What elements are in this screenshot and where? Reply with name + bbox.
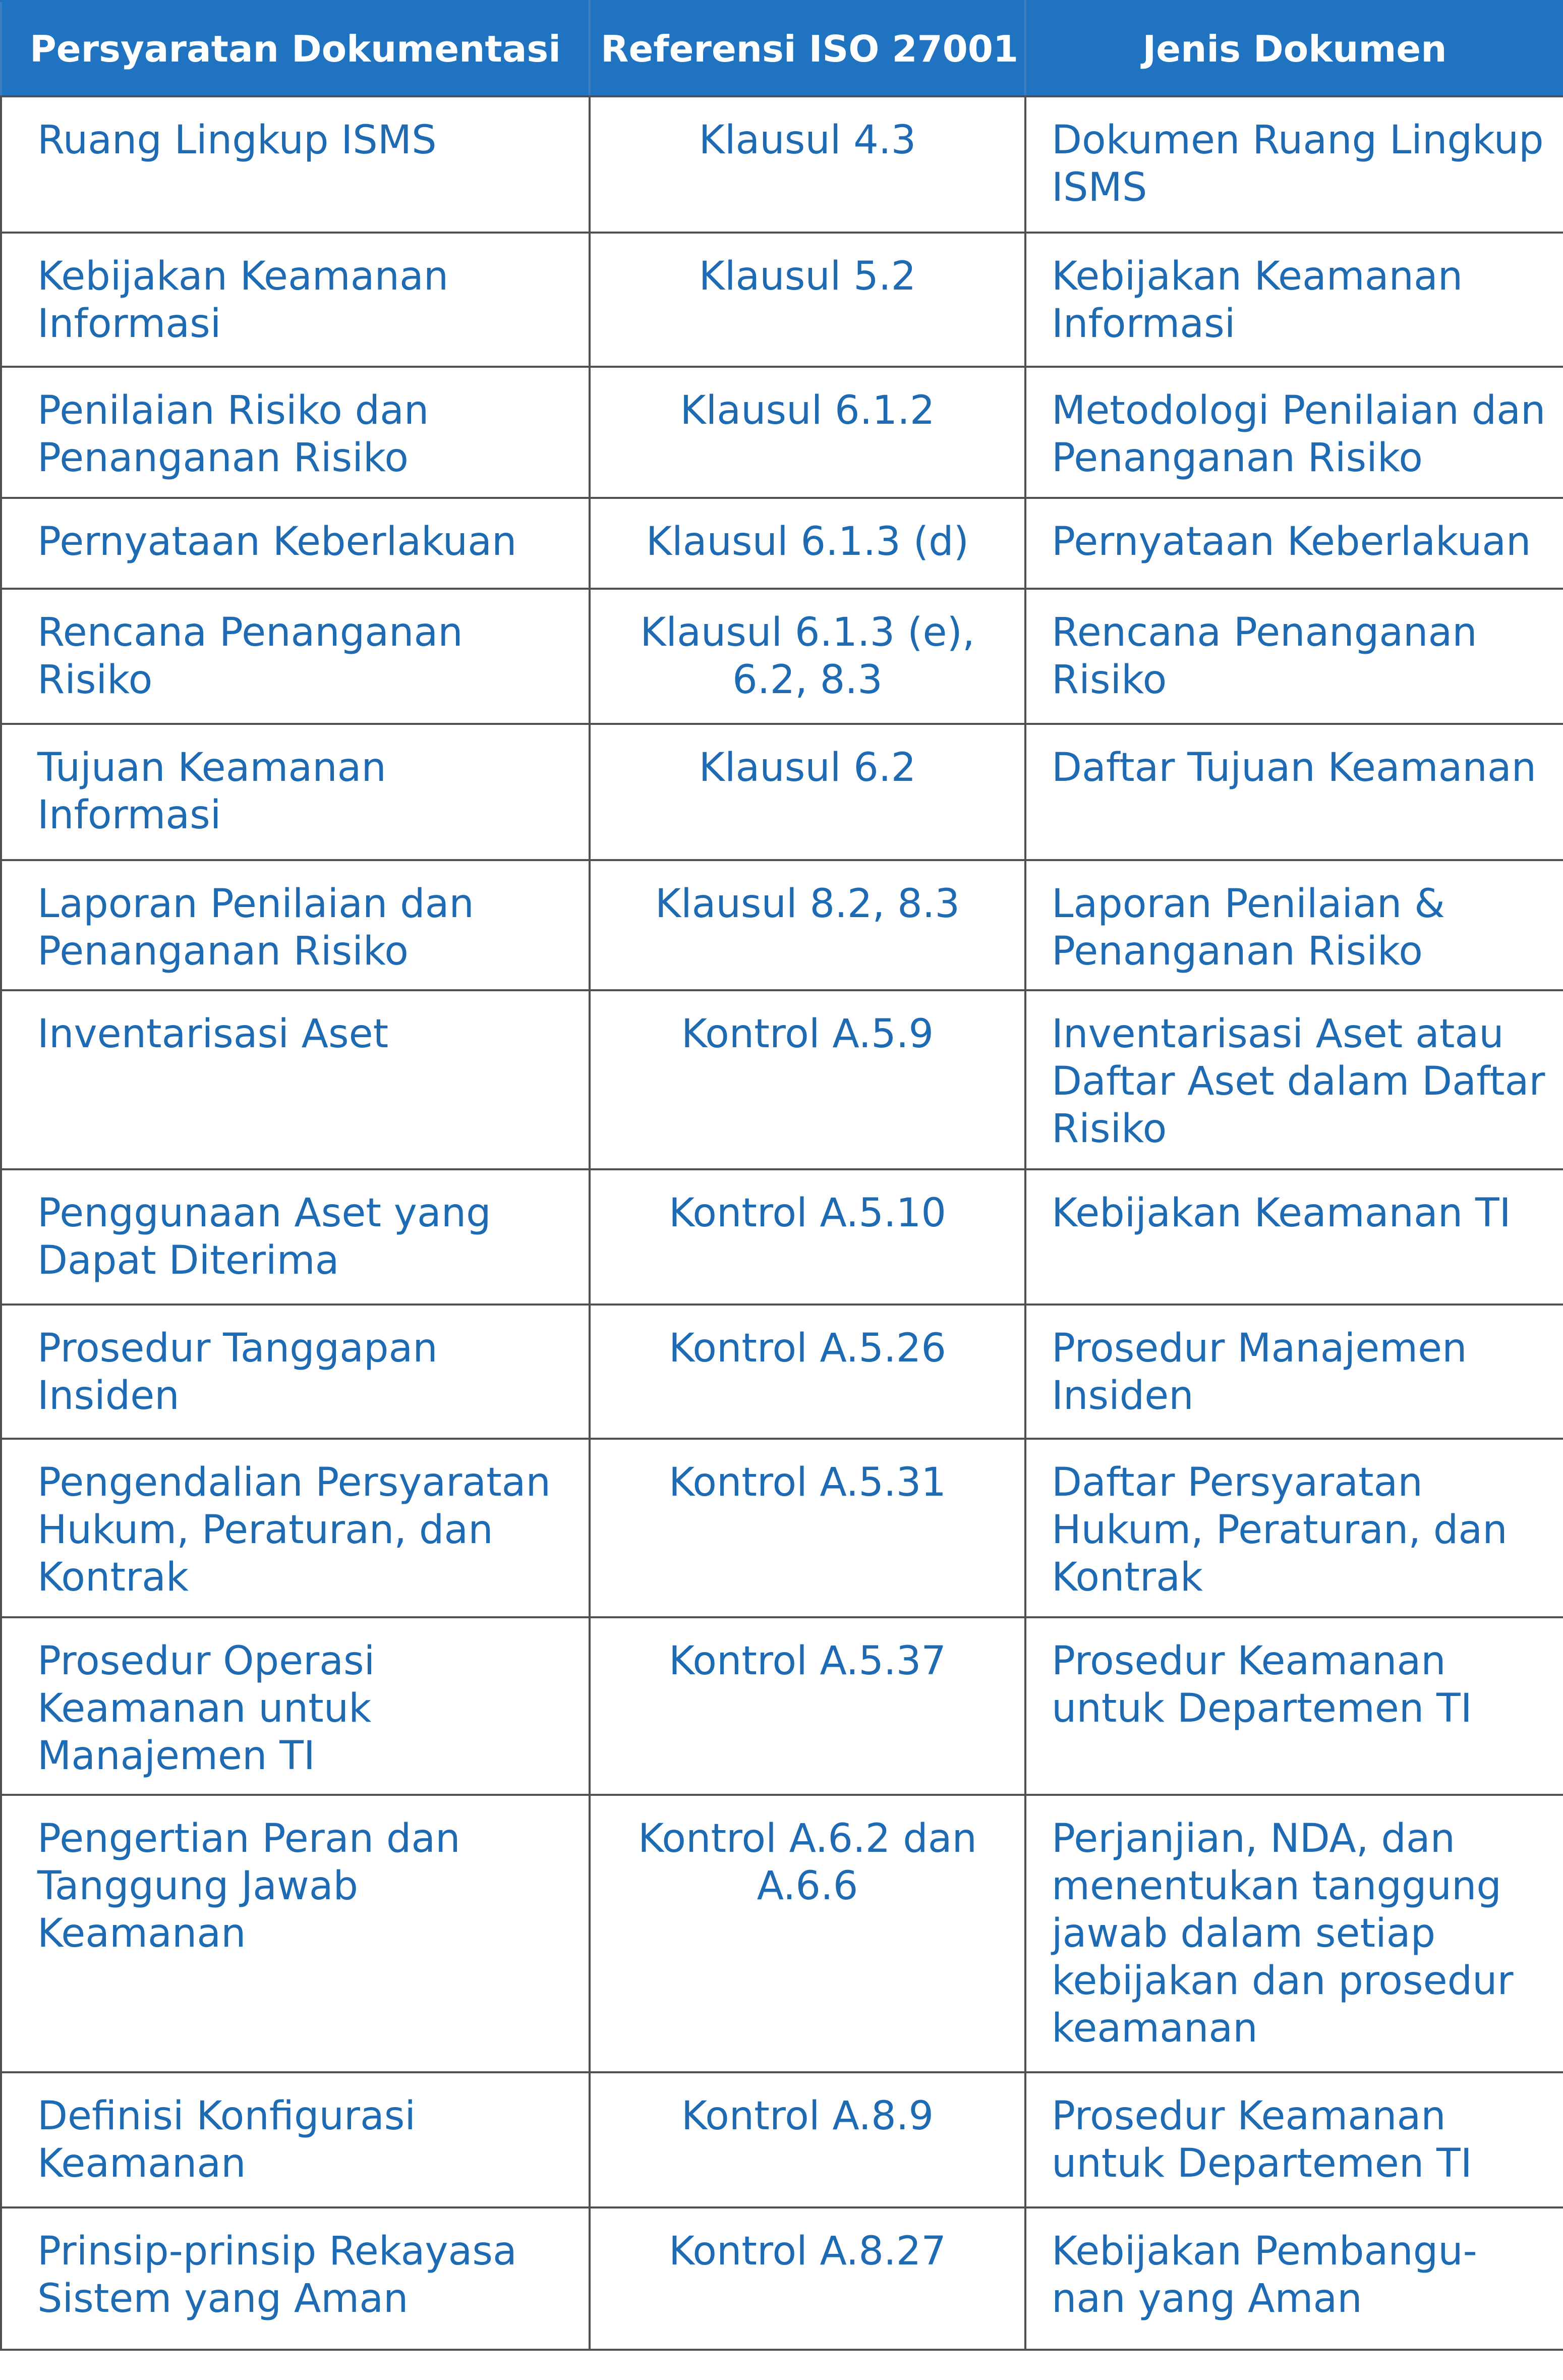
table-body: [1, 96, 1563, 2350]
table-row: [1, 860, 1563, 990]
table-row: [1, 589, 1563, 724]
table-row: [1, 2072, 1563, 2207]
table-row: [1, 1795, 1563, 2072]
document-type-cell: Daftar Persyaratan Hukum, Peraturan, dan Kontrak: [1025, 1439, 1563, 1617]
requirement-cell: Prosedur Tanggapan Insiden: [1, 1305, 590, 1439]
document-type-cell: Prosedur Manajemen Insiden: [1025, 1305, 1563, 1439]
reference-cell: Kontrol A.5.26: [590, 1305, 1025, 1439]
reference-cell: Kontrol A.8.9: [590, 2072, 1025, 2207]
reference-cell: Klausul 5.2: [590, 233, 1025, 367]
requirement-cell: Inventarisasi Aset: [1, 990, 590, 1169]
header-requirement: Persyaratan Dokumentasi: [1, 1, 590, 96]
table-row: [1, 1305, 1563, 1439]
document-type-cell: Perjanjian, NDA, dan menentukan tanggung jawab dalam setiap kebijakan dan prosedur keamanan: [1025, 1795, 1563, 2072]
reference-cell: Klausul 6.2: [590, 724, 1025, 860]
document-type-cell: Prosedur Keamanan untuk Departemen TI: [1025, 1617, 1563, 1795]
requirement-cell: Penggunaan Aset yang Dapat Diterima: [1, 1169, 590, 1305]
requirement-cell: Pengendalian Persyaratan Hukum, Peraturan, dan Kontrak: [1, 1439, 590, 1617]
table-header: [1, 1, 1563, 96]
header-document-type: Jenis Dokumen: [1025, 1, 1563, 96]
reference-cell: Kontrol A.5.37: [590, 1617, 1025, 1795]
reference-cell: Klausul 8.2, 8.3: [590, 860, 1025, 990]
table-row: [1, 990, 1563, 1169]
requirement-cell: Laporan Penilaian dan Penanganan Risiko: [1, 860, 590, 990]
requirement-cell: Tujuan Keamanan Informasi: [1, 724, 590, 860]
document-type-cell: Pernyataan Keberlakuan: [1025, 498, 1563, 589]
reference-cell: Klausul 6.1.3 (d): [590, 498, 1025, 589]
table-row: [1, 2207, 1563, 2350]
reference-cell: Klausul 6.1.2: [590, 367, 1025, 498]
requirement-cell: Pernyataan Keberlakuan: [1, 498, 590, 589]
reference-cell: Klausul 6.1.3 (e), 6.2, 8.3: [590, 589, 1025, 724]
header-row: [1, 1, 1563, 96]
reference-cell: Kontrol A.5.10: [590, 1169, 1025, 1305]
requirement-cell: Rencana Penanganan Risiko: [1, 589, 590, 724]
reference-cell: Klausul 4.3: [590, 96, 1025, 233]
requirement-cell: Definisi Konfigurasi Keamanan: [1, 2072, 590, 2207]
document-type-cell: Kebijakan Pembangu-nan yang Aman: [1025, 2207, 1563, 2350]
requirement-cell: Pengertian Peran dan Tanggung Jawab Keamanan: [1, 1795, 590, 2072]
document-type-cell: Kebijakan Keamanan TI: [1025, 1169, 1563, 1305]
table-row: [1, 96, 1563, 233]
requirement-cell: Ruang Lingkup ISMS: [1, 96, 590, 233]
document-type-cell: Inventarisasi Aset atau Daftar Aset dalam Daftar Risiko: [1025, 990, 1563, 1169]
document-type-cell: Laporan Penilaian & Penanganan Risiko: [1025, 860, 1563, 990]
reference-cell: Kontrol A.6.2 dan A.6.6: [590, 1795, 1025, 2072]
requirement-cell: Penilaian Risiko dan Penanganan Risiko: [1, 367, 590, 498]
table-row: [1, 233, 1563, 367]
document-type-cell: Metodologi Penilaian dan Penanganan Risiko: [1025, 367, 1563, 498]
requirement-cell: Prosedur Operasi Keamanan untuk Manajemen TI: [1, 1617, 590, 1795]
table-row: [1, 498, 1563, 589]
document-type-cell: Rencana Penanganan Risiko: [1025, 589, 1563, 724]
document-type-cell: Dokumen Ruang Lingkup ISMS: [1025, 96, 1563, 233]
document-type-cell: Daftar Tujuan Keamanan: [1025, 724, 1563, 860]
requirement-cell: Prinsip-prinsip Rekayasa Sistem yang Aman: [1, 2207, 590, 2350]
header-iso-reference: Referensi ISO 27001: [590, 1, 1025, 96]
table-row: [1, 724, 1563, 860]
table-row: [1, 1617, 1563, 1795]
reference-cell: Kontrol A.5.31: [590, 1439, 1025, 1617]
document-type-cell: Prosedur Keamanan untuk Departemen TI: [1025, 2072, 1563, 2207]
table-row: [1, 1439, 1563, 1617]
table-row: [1, 367, 1563, 498]
table-row: [1, 1169, 1563, 1305]
reference-cell: Kontrol A.5.9: [590, 990, 1025, 1169]
requirement-cell: Kebijakan Keamanan Informasi: [1, 233, 590, 367]
document-type-cell: Kebijakan Keamanan Informasi: [1025, 233, 1563, 367]
reference-cell: Kontrol A.8.27: [590, 2207, 1025, 2350]
